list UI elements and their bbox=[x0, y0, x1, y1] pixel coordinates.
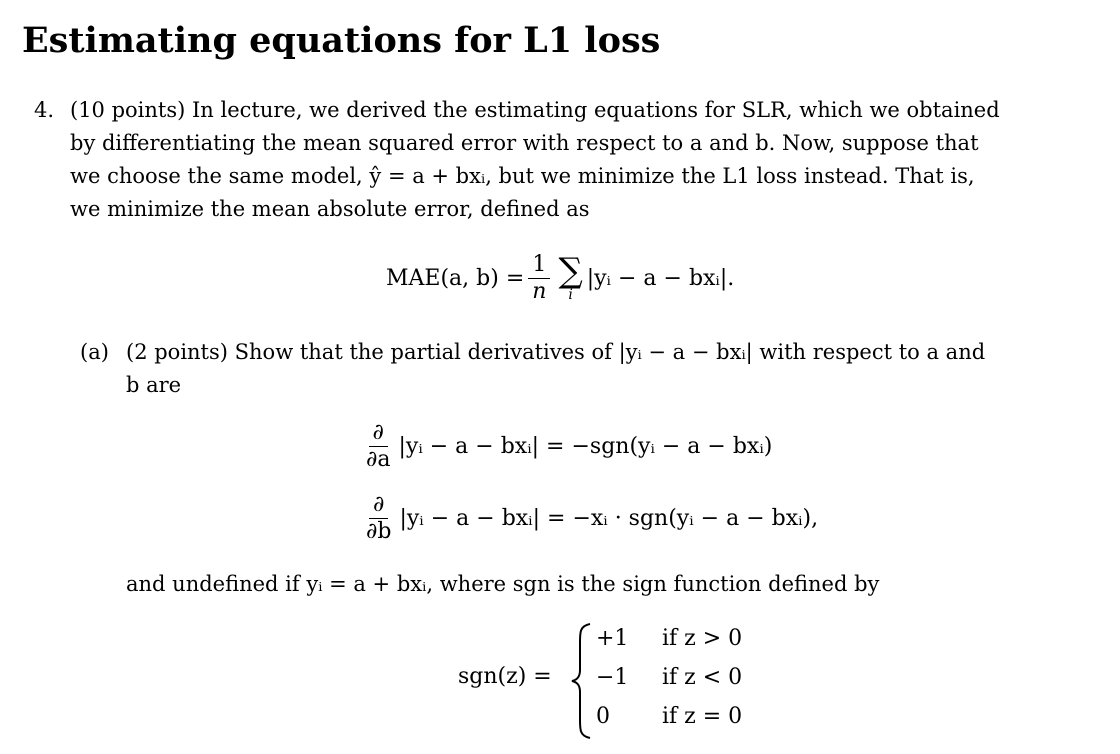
part-a-line-2: b are bbox=[126, 373, 182, 397]
partial-b-rhs: |yᵢ − a − bxᵢ| = −xᵢ · sgn(yᵢ − a − bxᵢ), bbox=[399, 505, 819, 531]
problem-line-3: we choose the same model, ŷ = a + bxᵢ, but we minimize the L1 loss instead. That is, bbox=[70, 164, 975, 188]
problem-number: 4. bbox=[34, 98, 55, 122]
mae-sum bbox=[558, 251, 583, 303]
left-brace-icon bbox=[570, 622, 592, 740]
partial-b-fraction bbox=[362, 492, 395, 545]
problem-line-2: by differentiating the mean squared error with respect to a and b. Now, suppose that bbox=[70, 131, 979, 155]
partial-a-num: ∂ bbox=[369, 420, 388, 447]
sgn-case-3-value: 0 bbox=[596, 704, 610, 729]
sgn-case-1-value: +1 bbox=[596, 626, 629, 651]
sum-index: i bbox=[568, 287, 573, 303]
problem-line-4: we minimize the mean absolute error, defined as bbox=[70, 197, 590, 221]
sgn-case-3-cond: if z = 0 bbox=[662, 704, 743, 729]
mae-frac-num: 1 bbox=[528, 252, 550, 279]
sgn-case-1-cond: if z > 0 bbox=[662, 626, 743, 651]
problem-line-1: (10 points) In lecture, we derived the estimating equations for SLR, which we obtained bbox=[70, 98, 1000, 122]
partial-a-equation bbox=[358, 418, 772, 474]
part-a-label: (a) bbox=[80, 340, 109, 364]
mae-fraction bbox=[528, 252, 550, 305]
mae-body: |yᵢ − a − bxᵢ|. bbox=[586, 265, 735, 291]
partial-b-den: ∂b bbox=[366, 518, 392, 544]
mae-lhs: MAE(a, b) = bbox=[386, 265, 525, 291]
sgn-lhs: sgn(z) = bbox=[458, 664, 552, 689]
partial-a-fraction bbox=[362, 420, 395, 473]
sum-symbol: ∑ bbox=[558, 251, 583, 291]
partial-a-den: ∂a bbox=[366, 446, 391, 472]
partial-b-equation bbox=[358, 490, 818, 546]
mae-equation bbox=[386, 242, 734, 314]
part-a-line-1: (2 points) Show that the partial derivatives of |yᵢ − a − bxᵢ| with respect to a and bbox=[126, 340, 986, 364]
mae-frac-den: n bbox=[532, 278, 547, 304]
part-a-after: and undefined if yᵢ = a + bxᵢ, where sgn is the sign function defined by bbox=[126, 572, 880, 596]
sgn-case-2-value: −1 bbox=[596, 665, 629, 690]
partial-b-num: ∂ bbox=[369, 492, 388, 519]
sgn-case-2-cond: if z < 0 bbox=[662, 665, 743, 690]
page-title: Estimating equations for L1 loss bbox=[22, 20, 661, 61]
partial-a-rhs: |yᵢ − a − bxᵢ| = −sgn(yᵢ − a − bxᵢ) bbox=[398, 433, 773, 459]
